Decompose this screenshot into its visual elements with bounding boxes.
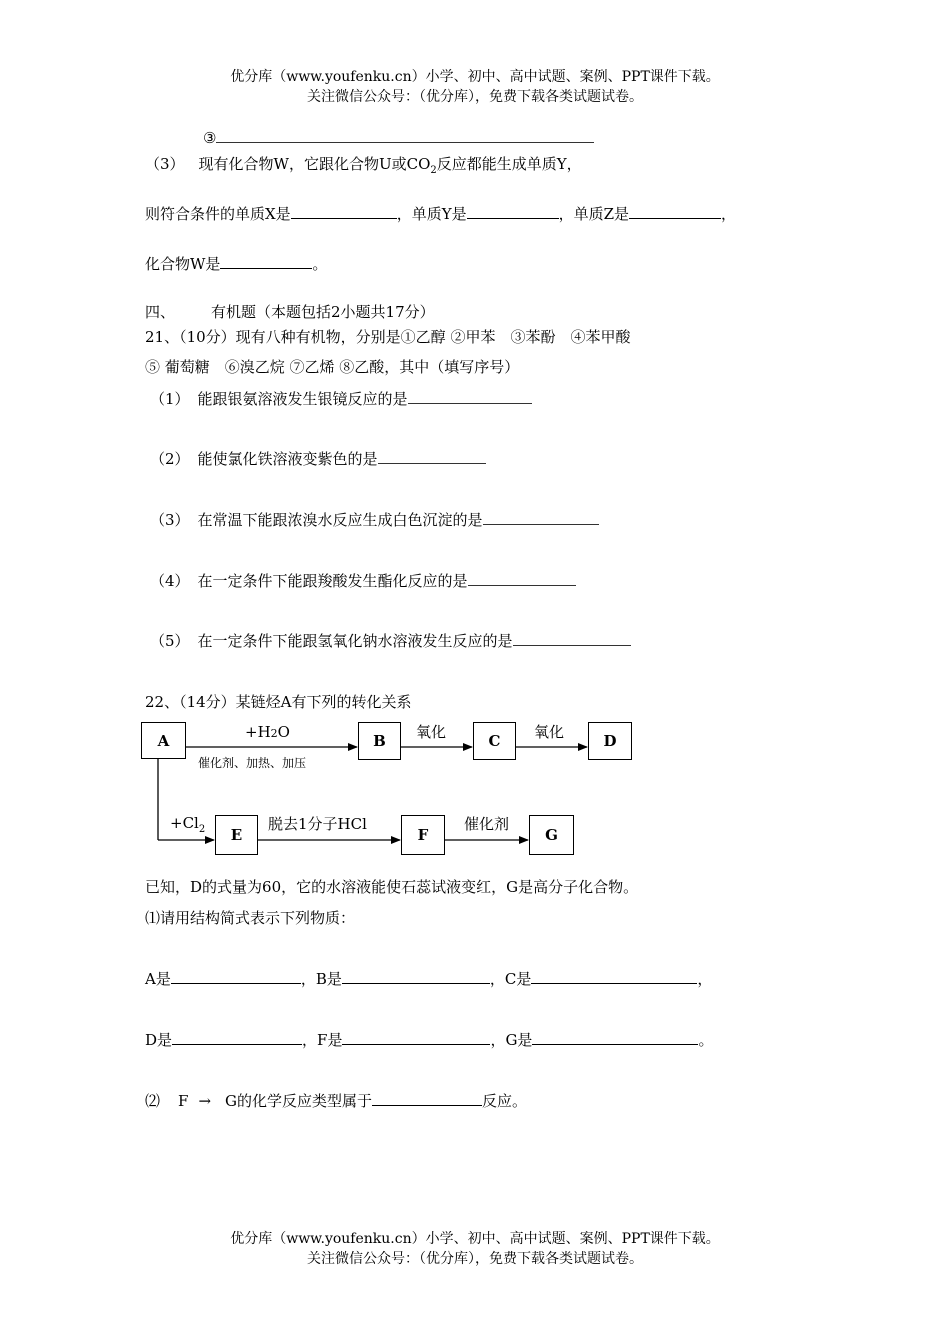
q20-part3-text-a: 现有化合物W，它跟化合物U或CO xyxy=(198,155,431,173)
q22-part1: ⑴请用结构简式表示下列物质： xyxy=(145,909,356,927)
label-cl2-sub: 2 xyxy=(198,824,206,835)
label-oxidation-1: 氧化 xyxy=(416,723,447,741)
box-b: B xyxy=(358,722,401,760)
q21-intro-2: ⑤ 葡萄糖 ⑥溴乙烷 ⑦乙烯 ⑧乙酸，其中（填写序号） xyxy=(145,358,520,376)
header-line-1: 优分库（www.youfenku.cn）小学、初中、高中试题、案例、PPT课件下载。 xyxy=(230,69,720,85)
q21-item-num: （4） xyxy=(150,572,190,590)
q20-part3-text-b: 反应都能生成单质Y， xyxy=(436,155,582,173)
label-h2o-tail: O xyxy=(277,723,290,741)
label-h2o-text: +H xyxy=(245,723,271,741)
q21-item-num: （2） xyxy=(150,450,190,468)
q22-a-blank[interactable] xyxy=(171,969,301,984)
q22-c-blank[interactable] xyxy=(531,969,697,984)
footer-line-1: 优分库（www.youfenku.cn）小学、初中、高中试题、案例、PPT课件下载。 xyxy=(230,1231,720,1247)
q22-g-blank[interactable] xyxy=(532,1030,698,1045)
q22-part2-blank[interactable] xyxy=(372,1091,482,1106)
q21-item-text: 能使氯化铁溶液变紫色的是 xyxy=(197,450,378,468)
q22-row-abc xyxy=(145,968,712,989)
label-catalyst: 催化剂 xyxy=(464,815,510,833)
q20-w-end: 。 xyxy=(312,255,328,273)
q22-b-label: ，B是 xyxy=(300,970,342,988)
q20-y-label: ，单质Y是 xyxy=(396,205,467,223)
box-g: G xyxy=(529,815,574,855)
q22-a-label: A是 xyxy=(145,970,171,988)
q21-item-text: 能跟银氨溶液发生银镜反应的是 xyxy=(197,390,408,408)
q21-intro-1: 21、（10分）现有八种有机物，分别是①乙醇 ②甲苯 ③苯酚 ④苯甲酸 xyxy=(145,328,631,346)
q20-part3-sub: 2 xyxy=(430,165,437,176)
q22-part2-arrow: → xyxy=(198,1092,212,1110)
q21-item-text: 在常温下能跟浓溴水反应生成白色沉淀的是 xyxy=(197,511,483,529)
q20-z-end: ， xyxy=(721,205,737,223)
box-e: E xyxy=(215,815,258,855)
q22-row2-end: 。 xyxy=(698,1031,714,1049)
q22-b-blank[interactable] xyxy=(342,969,490,984)
q21-item-num: （3） xyxy=(150,511,190,529)
q21-item-num: （1） xyxy=(150,390,190,408)
q21-item-num: （5） xyxy=(150,632,190,650)
q22-intro: 22、（14分）某链烃A有下列的转化关系 xyxy=(145,693,412,711)
q22-part2-text: G的化学反应类型属于 xyxy=(225,1092,372,1110)
label-conditions: 催化剂、加热、加压 xyxy=(198,756,307,770)
q20-x-label: 则符合条件的单质X是 xyxy=(145,205,291,223)
header-line-2: 关注微信公众号：（优分库），免费下载各类试题试卷。 xyxy=(307,89,643,105)
q22-part2-f: F xyxy=(178,1092,189,1110)
q20-z-label: ，单质Z是 xyxy=(558,205,630,223)
q20-part3-num: （3） xyxy=(145,155,185,173)
q22-row1-end: ， xyxy=(697,970,713,988)
q22-part2 xyxy=(145,1090,527,1111)
box-a: A xyxy=(141,722,186,759)
label-h2o xyxy=(245,723,290,741)
label-cl2-text: +Cl xyxy=(170,814,199,832)
q22-part2-num: ⑵ xyxy=(145,1092,161,1110)
box-f: F xyxy=(401,815,445,855)
q22-d-label: D是 xyxy=(145,1031,173,1049)
box-d: D xyxy=(588,722,632,760)
q22-row-dfg xyxy=(145,1029,713,1050)
q22-d-blank[interactable] xyxy=(172,1030,302,1045)
footer-line-2: 关注微信公众号：（优分库），免费下载各类试题试卷。 xyxy=(307,1251,643,1267)
q22-f-label: ，F是 xyxy=(302,1031,343,1049)
q20-w-label: 化合物W是 xyxy=(145,255,221,273)
q21-item-text: 在一定条件下能跟氢氧化钠水溶液发生反应的是 xyxy=(197,632,513,650)
q22-part2-end: 反应。 xyxy=(482,1092,528,1110)
q22-f-blank[interactable] xyxy=(342,1030,490,1045)
q22-g-label: ，G是 xyxy=(490,1031,533,1049)
box-c: C xyxy=(473,722,516,760)
q22-c-label: ，C是 xyxy=(489,970,532,988)
q20-item3-mark: ③ xyxy=(203,129,217,147)
section4-num: 四、 xyxy=(145,303,176,321)
q21-item-text: 在一定条件下能跟羧酸发生酯化反应的是 xyxy=(197,572,468,590)
label-oxidation-2: 氧化 xyxy=(534,723,565,741)
label-remove-hcl: 脱去1分子HCl xyxy=(268,815,367,833)
label-h2o-sub: 2 xyxy=(270,727,278,740)
q22-known: 已知，D的式量为60，它的水溶液能使石蕊试液变红，G是高分子化合物。 xyxy=(145,878,639,896)
section4-title: 有机题（本题包括2小题共17分） xyxy=(211,303,435,321)
label-cl2 xyxy=(170,814,205,835)
